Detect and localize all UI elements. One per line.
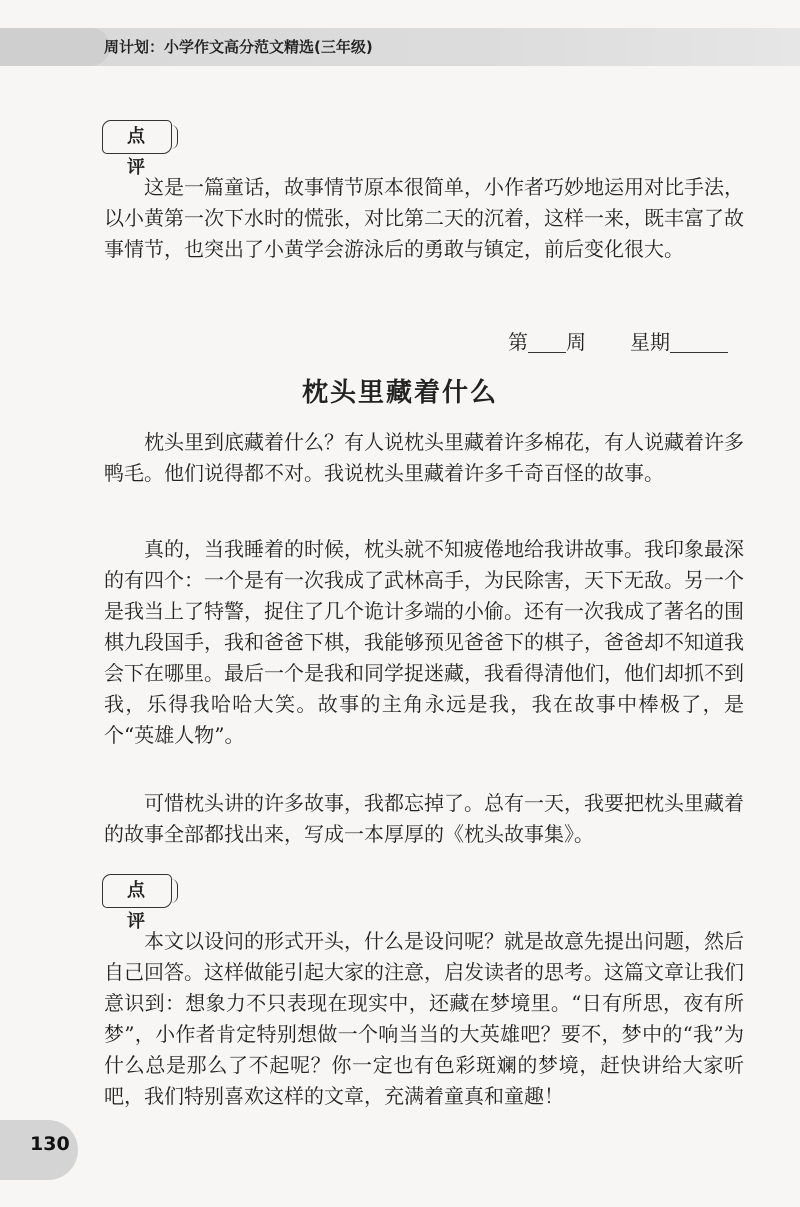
essay-paragraph-1: 枕头里到底藏着什么？有人说枕头里藏着许多棉花，有人说藏着许多鸭毛。他们说得都不对。我说枕头里藏着许多千奇百怪的故事。 [104, 430, 744, 485]
review-label-2: 点 评 [102, 874, 172, 908]
week-prefix: 第 [508, 330, 528, 354]
review-paragraph-2: 本文以设问的形式开头，什么是设问呢？就是故意先提出问题，然后自己回答。这样做能引起大家的注意，启发读者的思考。这篇文章让我们意识到：想象力不只表现在现实中，还藏在梦境里。“日有所思，夜有所梦”，小作者肯定特别想做一个响当当的大英雄吧？要不，梦中的“我”为什么总是那么了不起呢？你一定也有色彩斑斓的梦境，赶快讲给大家听吧，我们特别喜欢这样的文章，充满着童真和童趣！ [104, 929, 744, 1108]
essay-paragraph-2: 真的，当我睡着的时候，枕头就不知疲倦地给我讲故事。我印象最深的有四个：一个是有一次我成了武林高手，为民除害，天下无敌。另一个是我当上了特警，捉住了几个诡计多端的小偷。还有一次我成了著名的围棋九段国手，我和爸爸下棋，我能够预见爸爸下的棋子，爸爸却不知道我会下在哪里。最后一个是我和同学捉迷藏，我看得清他们，他们却抓不到我，乐得我哈哈大笑。故事的主角永远是我，我在故事中棒极了，是个“英雄人物”。 [104, 537, 744, 747]
page-number: 130 [30, 1133, 70, 1155]
week-blank [528, 352, 566, 353]
week-suffix: 周 [566, 330, 586, 354]
running-header-title: 周计划：小学作文高分范文精选(三年级) [104, 38, 373, 56]
review-label-1: 点 评 [102, 120, 172, 154]
essay-paragraph-3: 可惜枕头讲的许多故事，我都忘掉了。总有一天，我要把枕头里藏着的故事全部都找出来，写成一本厚厚的《枕头故事集》。 [104, 791, 744, 846]
review-paragraph-1: 这是一篇童话，故事情节原本很简单，小作者巧妙地运用对比手法，以小黄第一次下水时的慌张，对比第二天的沉着，这样一来，既丰富了故事情节，也突出了小黄学会游泳后的勇敢与镇定，前后变化很大。 [104, 175, 744, 261]
weekday-label: 星期 [630, 330, 670, 354]
essay-title: 枕头里藏着什么 [301, 378, 498, 408]
week-day-line [508, 326, 728, 355]
weekday-blank [670, 352, 728, 353]
